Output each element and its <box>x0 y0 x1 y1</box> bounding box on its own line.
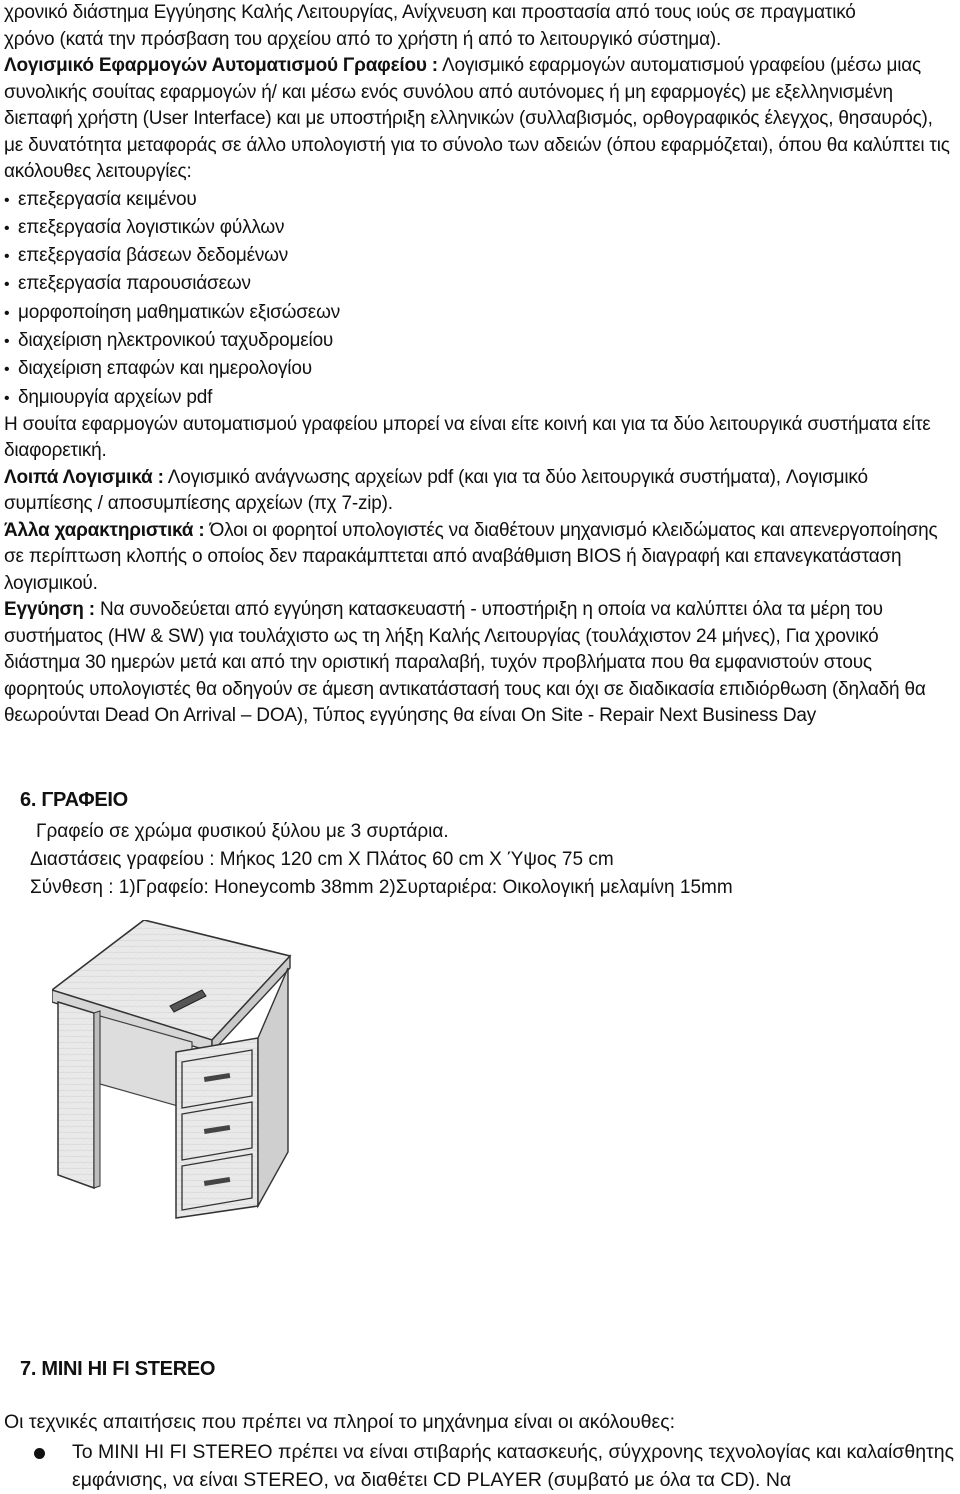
bullet-dot <box>34 1448 45 1459</box>
office-software-text: Λογισμικό εφαρμογών αυτοματισμού γραφείου (μέσω μιας συνολικής σουίτας εφαρμογών ή/ και μέσω ενός συνόλου από αυτόνομες ή μη εφαρμογές) με εξελληνισμένη διεπαφή χρήστη (User Interface) και με υποστήριξη ελληνικών (συλλαβισμός, ορθογραφικός έλεγχος, θησαυρός), με δυνατότητα μεταφοράς σε άλλο υπολογιστή για το σύνολο των αδειών (όπου εφαρμόζεται), όπου θα καλύπτει τις ακόλουθες λειτουργίες: <box>4 55 950 182</box>
list-item: • διαχείριση επαφών και ημερολογίου <box>4 355 954 383</box>
list-item: • επεξεργασία βάσεων δεδομένων <box>4 242 954 270</box>
list-item: • διαχείριση ηλεκτρονικού ταχυδρομείου <box>4 327 954 355</box>
other-features-label: Άλλα χαρακτηριστικά : <box>4 519 205 541</box>
section-7 <box>20 1358 215 1381</box>
intro-line-1: χρονικό διάστημα Εγγύησης Καλής Λειτουργίας, Ανίχνευση και προστασία από τους ιούς σε πραγματικό <box>4 2 856 23</box>
list-item: • επεξεργασία λογιστικών φύλλων <box>4 214 954 242</box>
other-software-paragraph <box>4 465 954 518</box>
list-item: • επεξεργασία κειμένου <box>4 186 954 214</box>
suite-note: Η σουίτα εφαρμογών αυτοματισμού γραφείου μπορεί να είναι είτε κοινή και για τα δύο λειτουργικά συστήματα είτε διαφορετική. <box>4 413 931 462</box>
warranty-paragraph <box>4 597 954 730</box>
section-7-intro: Οι τεχνικές απαιτήσεις που πρέπει να πληροί το μηχάνημα είναι οι ακόλουθες: <box>4 1411 676 1433</box>
other-features-text: Όλοι οι φορητοί υπολογιστές να διαθέτουν μηχανισμό κλειδώματος και απενεργοποίησης σε περίπτωση κλοπής ο οποίος δεν παρακάμπτεται από αναβάθμιση BIOS ή διαγραφή και επανεγκατάσταση λογισμικού. <box>4 519 938 594</box>
office-functions-list <box>4 186 954 412</box>
warranty-text: Να συνοδεύεται από εγγύηση κατασκευαστή - υποστήριξη η οποία να καλύπτει όλα τα μέρη του συστήματος (HW & SW) για τουλάχιστο ως τη λήξη Καλής Λειτουργίας (τουλάχιστον 24 μήνες), Για χρονικό διάστημα 30 ημερών μετά και από την οριστική παραλαβή, τυχόν προβλήματα που θα εμφανιστούν στους φορητούς υπολογιστές θα οδηγούν σε άμεση αντικατάστασή τους και όχι σε διαδικασία επιδιόρθωση (δηλαδή θα θεωρούνται Dead On Arrival – DOA), Τύπος εγγύησης θα είναι On Site - Repair Next Business Day <box>4 599 926 727</box>
warranty-label: Εγγύηση : <box>4 599 95 621</box>
section-7-bullet-text: Το MINI HI FI STEREO πρέπει να είναι στιβαρής κατασκευής, σύγχρονης τεχνολογίας και καλαίσθητης εμφάνισης, να είναι STEREO, να διαθέτει CD PLAYER (συμβατό με όλα τα CD). Να <box>72 1441 954 1491</box>
desk-illustration <box>52 920 292 1220</box>
section-6-title: 6. ΓΡΑΦΕΙΟ <box>20 789 128 811</box>
section-6-body <box>36 818 449 845</box>
office-software-label: Λογισμικό Εφαρμογών Αυτοματισμού Γραφείου : <box>4 55 438 76</box>
section-7-bullet <box>34 1438 954 1494</box>
desk-color-line: Γραφείο σε χρώμα φυσικού ξύλου με 3 συρτάρια. <box>36 821 449 842</box>
intro-line-2: χρόνο (κατά την πρόσβαση του αρχείου από το χρήστη ή από το λειτουργικό σύστημα). <box>4 28 722 50</box>
other-features-paragraph <box>4 518 954 598</box>
desk-dimensions-line: Διαστάσεις γραφείου : Μήκος 120 cm Χ Πλάτος 60 cm Χ Ύψος 75 cm <box>30 849 614 870</box>
other-software-label: Λοιπά Λογισμικά : <box>4 466 164 488</box>
list-item: • δημιουργία αρχείων pdf <box>4 384 954 412</box>
desk-image <box>52 920 292 1225</box>
desk-composition-line: Σύνθεση : 1)Γραφείο: Honeycomb 38mm 2)Συρταριέρα: Οικολογική μελαμίνη 15mm <box>30 877 733 898</box>
section-7-title: 7. MINI HI FI STEREO <box>20 1358 216 1380</box>
section-7-intro-wrap <box>4 1411 675 1434</box>
section-6-specs <box>30 846 733 902</box>
office-software-paragraph <box>4 53 954 186</box>
other-software-text: Λογισμικό ανάγνωσης αρχείων pdf (και για τα δύο λειτουργικά συστήματα), Λογισμικό συμπίεσης / αποσυμπίεσης αρχείων (πχ 7-zip). <box>4 466 868 515</box>
list-item: • επεξεργασία παρουσιάσεων <box>4 270 954 298</box>
document-page <box>4 0 954 730</box>
section-6 <box>20 789 128 812</box>
list-item: • μορφοποίηση μαθηματικών εξισώσεων <box>4 299 954 327</box>
